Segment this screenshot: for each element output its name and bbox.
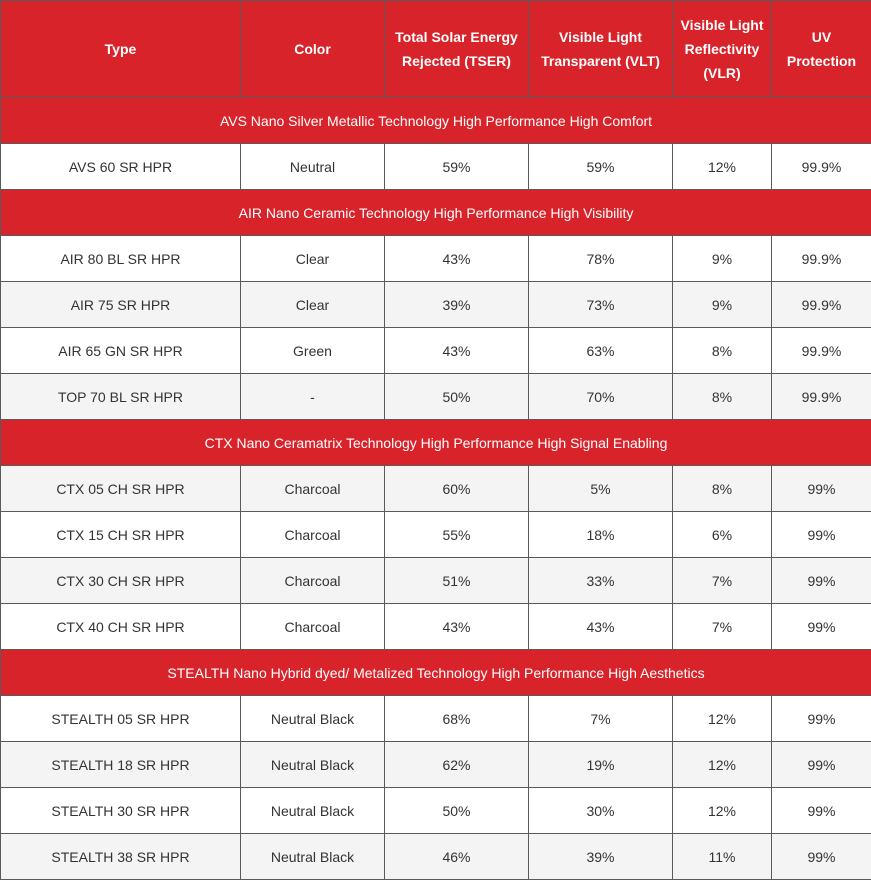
cell-uv: 99.9% xyxy=(772,236,871,282)
table-row xyxy=(1,788,871,834)
cell-uv: 99% xyxy=(772,558,871,604)
cell-vlr: 7% xyxy=(673,558,772,604)
cell-type: STEALTH 18 SR HPR xyxy=(1,742,241,788)
cell-vlr: 9% xyxy=(673,282,772,328)
table-row xyxy=(1,696,871,742)
cell-vlr: 12% xyxy=(673,696,772,742)
cell-color: Neutral Black xyxy=(241,834,385,880)
cell-tser: 50% xyxy=(385,374,529,420)
section-title: AVS Nano Silver Metallic Technology High Performance High Comfort xyxy=(1,98,871,144)
cell-uv: 99% xyxy=(772,512,871,558)
table-row xyxy=(1,558,871,604)
section-title: STEALTH Nano Hybrid dyed/ Metalized Technology High Performance High Aesthetics xyxy=(1,650,871,696)
cell-tser: 51% xyxy=(385,558,529,604)
cell-vlt: 19% xyxy=(529,742,673,788)
cell-tser: 68% xyxy=(385,696,529,742)
cell-vlt: 39% xyxy=(529,834,673,880)
cell-tser: 39% xyxy=(385,282,529,328)
cell-uv: 99.9% xyxy=(772,144,871,190)
cell-type: CTX 15 CH SR HPR xyxy=(1,512,241,558)
table-row xyxy=(1,742,871,788)
cell-type: TOP 70 BL SR HPR xyxy=(1,374,241,420)
cell-tser: 50% xyxy=(385,788,529,834)
cell-color: Neutral Black xyxy=(241,788,385,834)
cell-vlt: 63% xyxy=(529,328,673,374)
section-row-stealth xyxy=(1,650,871,696)
section-row-ctx xyxy=(1,420,871,466)
cell-tser: 43% xyxy=(385,236,529,282)
table-row xyxy=(1,604,871,650)
cell-type: CTX 05 CH SR HPR xyxy=(1,466,241,512)
cell-type: AVS 60 SR HPR xyxy=(1,144,241,190)
header-row xyxy=(1,1,871,98)
cell-tser: 62% xyxy=(385,742,529,788)
cell-color: Charcoal xyxy=(241,558,385,604)
cell-uv: 99% xyxy=(772,604,871,650)
cell-vlt: 43% xyxy=(529,604,673,650)
cell-vlt: 73% xyxy=(529,282,673,328)
cell-tser: 46% xyxy=(385,834,529,880)
cell-color: Charcoal xyxy=(241,466,385,512)
cell-type: AIR 75 SR HPR xyxy=(1,282,241,328)
cell-color: Charcoal xyxy=(241,512,385,558)
table-row xyxy=(1,282,871,328)
cell-type: STEALTH 30 SR HPR xyxy=(1,788,241,834)
header-type: Type xyxy=(1,1,241,98)
cell-uv: 99% xyxy=(772,834,871,880)
cell-uv: 99.9% xyxy=(772,328,871,374)
cell-type: AIR 65 GN SR HPR xyxy=(1,328,241,374)
cell-color: Clear xyxy=(241,282,385,328)
header-color: Color xyxy=(241,1,385,98)
cell-vlr: 12% xyxy=(673,788,772,834)
table-row xyxy=(1,328,871,374)
cell-color: Green xyxy=(241,328,385,374)
section-row-avs xyxy=(1,98,871,144)
cell-type: CTX 40 CH SR HPR xyxy=(1,604,241,650)
cell-vlt: 5% xyxy=(529,466,673,512)
cell-color: Neutral Black xyxy=(241,742,385,788)
cell-vlt: 70% xyxy=(529,374,673,420)
cell-uv: 99% xyxy=(772,466,871,512)
cell-uv: 99% xyxy=(772,742,871,788)
cell-color: Charcoal xyxy=(241,604,385,650)
header-vlt: Visible Light Transparent (VLT) xyxy=(529,1,673,98)
table-row xyxy=(1,374,871,420)
cell-tser: 43% xyxy=(385,328,529,374)
cell-vlt: 33% xyxy=(529,558,673,604)
cell-color: - xyxy=(241,374,385,420)
cell-vlt: 7% xyxy=(529,696,673,742)
cell-uv: 99% xyxy=(772,696,871,742)
cell-vlr: 8% xyxy=(673,328,772,374)
cell-vlr: 8% xyxy=(673,466,772,512)
section-title: CTX Nano Ceramatrix Technology High Performance High Signal Enabling xyxy=(1,420,871,466)
cell-tser: 43% xyxy=(385,604,529,650)
cell-type: STEALTH 38 SR HPR xyxy=(1,834,241,880)
table-row xyxy=(1,236,871,282)
cell-vlt: 59% xyxy=(529,144,673,190)
cell-type: CTX 30 CH SR HPR xyxy=(1,558,241,604)
cell-vlt: 30% xyxy=(529,788,673,834)
table-row xyxy=(1,834,871,880)
cell-tser: 55% xyxy=(385,512,529,558)
cell-vlr: 12% xyxy=(673,144,772,190)
header-uv: UV Protection xyxy=(772,1,871,98)
cell-vlr: 6% xyxy=(673,512,772,558)
cell-color: Clear xyxy=(241,236,385,282)
section-title: AIR Nano Ceramic Technology High Performance High Visibility xyxy=(1,190,871,236)
cell-vlr: 11% xyxy=(673,834,772,880)
cell-uv: 99% xyxy=(772,788,871,834)
cell-type: STEALTH 05 SR HPR xyxy=(1,696,241,742)
table-row xyxy=(1,512,871,558)
header-tser: Total Solar Energy Rejected (TSER) xyxy=(385,1,529,98)
cell-tser: 60% xyxy=(385,466,529,512)
cell-vlr: 9% xyxy=(673,236,772,282)
cell-color: Neutral xyxy=(241,144,385,190)
cell-color: Neutral Black xyxy=(241,696,385,742)
table-row xyxy=(1,466,871,512)
cell-uv: 99.9% xyxy=(772,374,871,420)
table-row xyxy=(1,144,871,190)
section-row-air xyxy=(1,190,871,236)
cell-vlr: 8% xyxy=(673,374,772,420)
cell-tser: 59% xyxy=(385,144,529,190)
cell-vlr: 7% xyxy=(673,604,772,650)
cell-uv: 99.9% xyxy=(772,282,871,328)
cell-vlr: 12% xyxy=(673,742,772,788)
cell-vlt: 18% xyxy=(529,512,673,558)
cell-vlt: 78% xyxy=(529,236,673,282)
header-vlr: Visible Light Reflectivity (VLR) xyxy=(673,1,772,98)
cell-type: AIR 80 BL SR HPR xyxy=(1,236,241,282)
